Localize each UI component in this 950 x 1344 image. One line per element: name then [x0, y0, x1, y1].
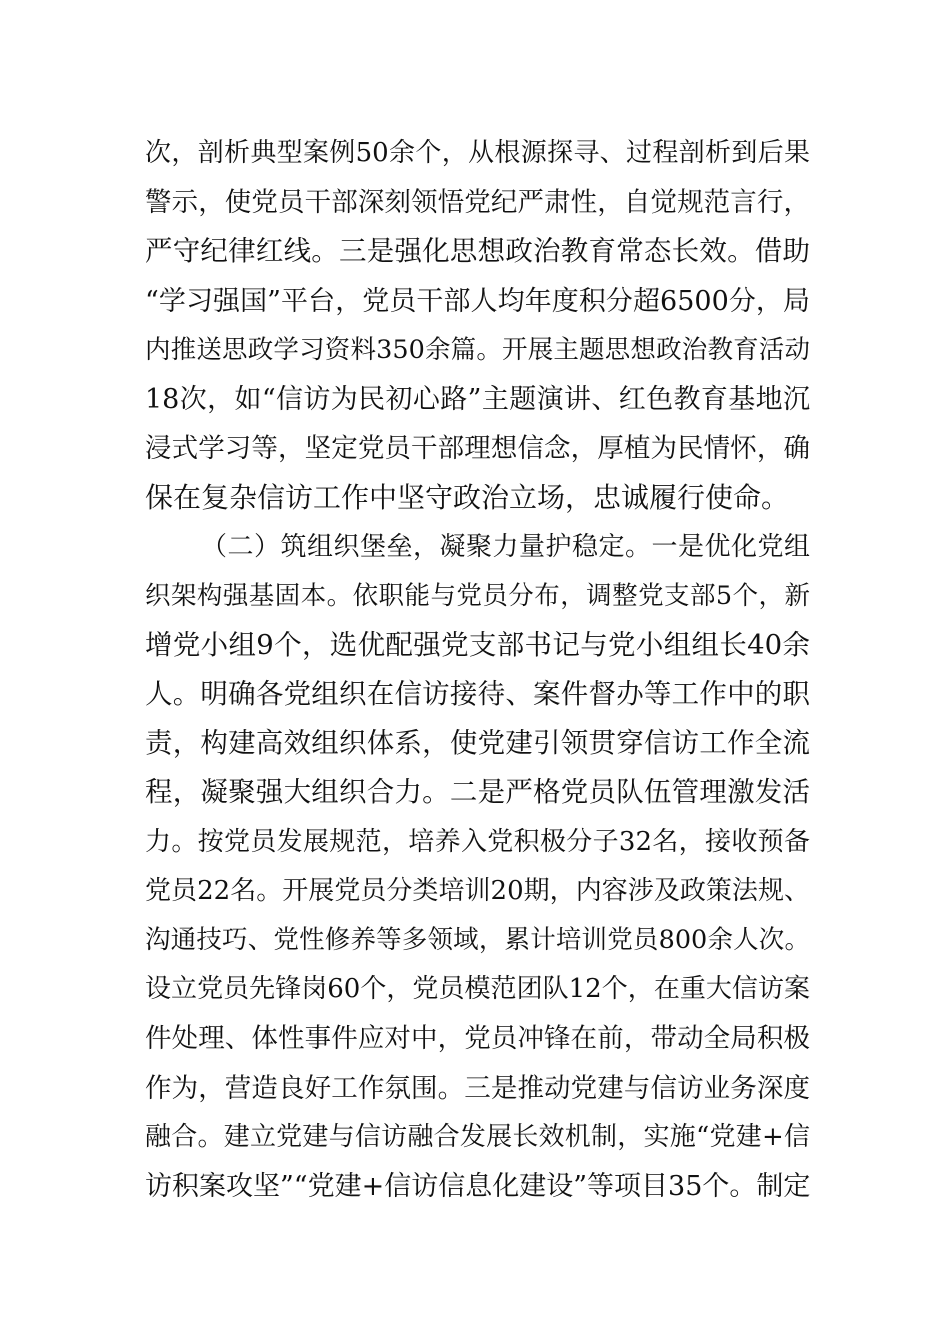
text-line: 责，构建高效组织体系，使党建引领贯穿信访工作全流	[145, 727, 810, 760]
text-line: 沟通技巧、党性修养等多领域，累计培训党员800余人次。	[145, 925, 810, 955]
text-line: 融合。建立党建与信访融合发展长效机制，实施“党建+信	[145, 1121, 810, 1152]
text-line: 严守纪律红线。三是强化思想政治教育常态长效。借助	[145, 235, 810, 268]
text-line: 程，凝聚强大组织合力。二是严格党员队伍管理激发活	[145, 776, 810, 809]
text-line: 件处理、体性事件应对中，党员冲锋在前，带动全局积极	[145, 1023, 810, 1055]
text-line: 警示，使党员干部深刻领悟党纪严肃性，自觉规范言行，	[145, 187, 810, 219]
text-line: 18次，如“信访为民初心路”主题演讲、红色教育基地沉	[145, 383, 810, 415]
text-line: 浸式学习等，坚定党员干部理想信念，厚植为民情怀，确	[145, 433, 810, 465]
text-line: 访积案攻坚”“党建+信访信息化建设”等项目35个。制定	[145, 1170, 811, 1202]
text-line: 织架构强基固本。依职能与党员分布，调整党支部5个，新	[145, 580, 810, 611]
text-line: 增党小组9个，选优配强党支部书记与党小组组长40余	[145, 628, 810, 661]
text-line: “学习强国”平台，党员干部人均年度积分超6500分，局	[145, 285, 810, 317]
text-line: 设立党员先锋岗60个，党员模范团队12个，在重大信访案	[145, 974, 810, 1005]
text-line: 次，剖析典型案例50余个，从根源探寻、过程剖析到后果	[145, 138, 810, 168]
text-line: 作为，营造良好工作氛围。三是推动党建与信访业务深度	[145, 1072, 810, 1104]
section-heading-line: （二）筑组织堡垒，凝聚力量护稳定。一是优化党组	[201, 531, 810, 562]
text-line: 人。明确各党组织在信访接待、案件督办等工作中的职	[145, 678, 810, 711]
text-line: 保在复杂信访工作中坚守政治立场，忠诚履行使命。	[145, 481, 790, 515]
body-text	[145, 129, 810, 1211]
text-line: 内推送思政学习资料350余篇。开展主题思想政治教育活动	[145, 334, 810, 365]
text-line: 党员22名。开展党员分类培训20期，内容涉及政策法规、	[145, 875, 810, 906]
text-line: 力。按党员发展规范，培养入党积极分子32名，接收预备	[145, 826, 810, 857]
